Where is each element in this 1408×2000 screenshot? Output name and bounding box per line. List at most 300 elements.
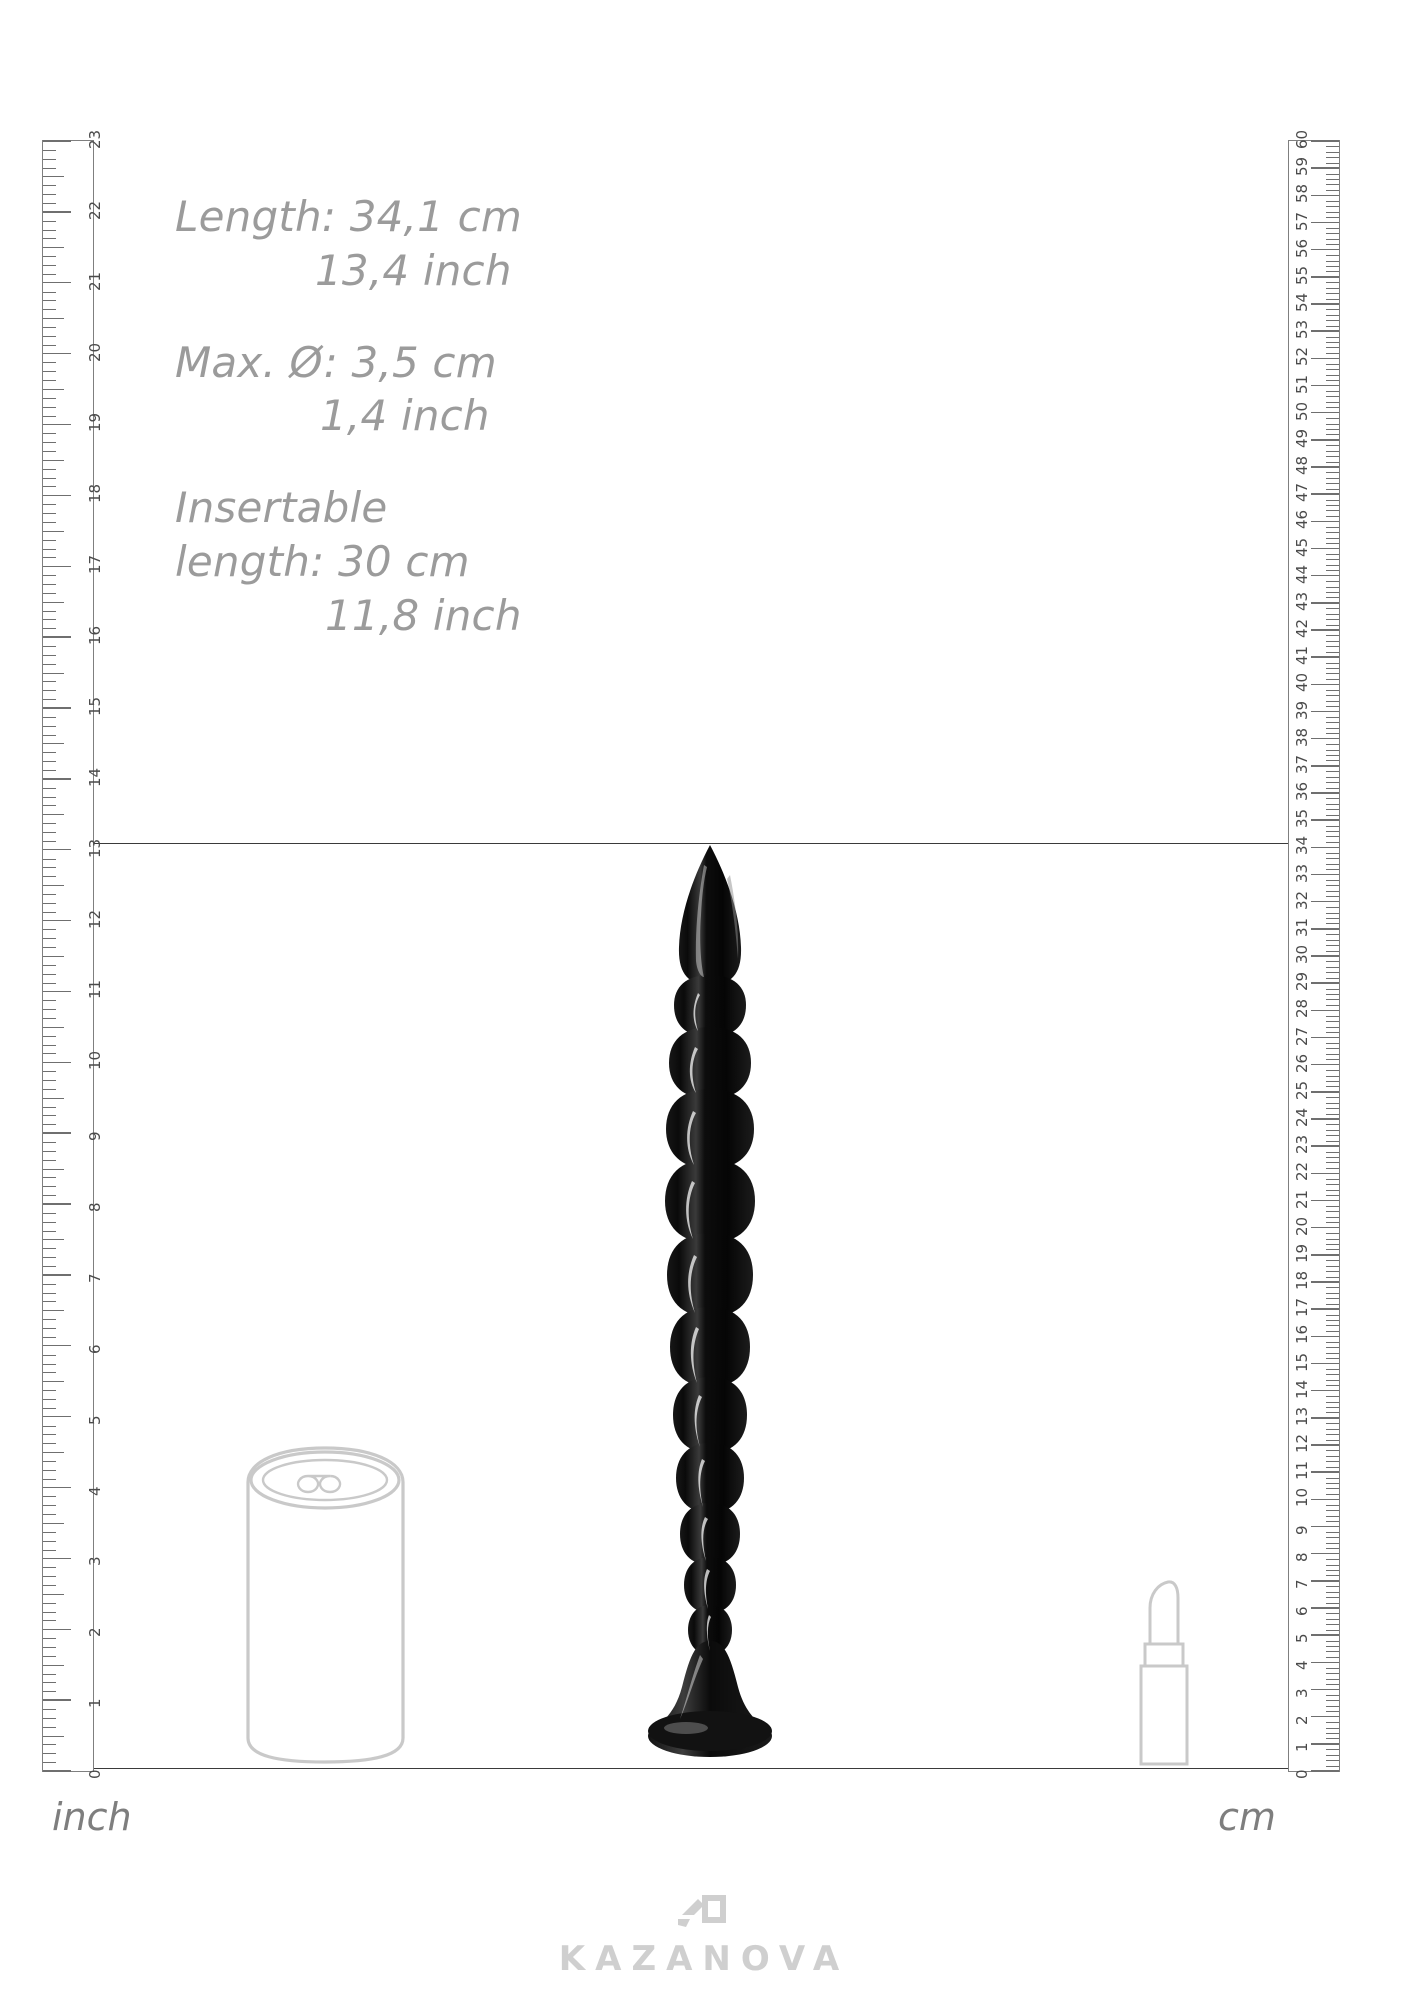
ruler-tick-minor <box>1326 407 1339 408</box>
ruler-tick-minor <box>43 1257 56 1258</box>
ruler-tick-minor <box>43 664 56 665</box>
ruler-tick-minor <box>1326 918 1339 919</box>
ruler-tick-label: 58 <box>1293 184 1311 204</box>
ruler-tick-minor <box>43 1337 56 1338</box>
ruler-tick-minor <box>43 823 56 824</box>
ruler-tick-label: 18 <box>1293 1270 1311 1290</box>
ruler-tick-minor <box>43 1532 56 1533</box>
ruler-tick-minor <box>43 1381 64 1382</box>
ruler-tick-minor <box>43 478 56 479</box>
ruler-tick-label: 23 <box>86 129 104 149</box>
ruler-tick-minor <box>43 1576 56 1577</box>
ruler-tick-label: 22 <box>1293 1162 1311 1182</box>
ruler-tick-minor <box>43 956 64 957</box>
ruler-tick-minor <box>1326 255 1339 256</box>
ruler-tick-major <box>43 211 71 212</box>
ruler-tick-minor <box>1326 1217 1339 1218</box>
ruler-tick-major <box>1311 1254 1339 1255</box>
ruler-tick-minor <box>43 788 56 789</box>
ruler-tick-minor <box>43 841 56 842</box>
ruler-tick-minor <box>43 159 56 160</box>
ruler-tick-minor <box>1326 1679 1339 1680</box>
ruler-tick-minor <box>43 1461 56 1462</box>
ruler-tick-label: 14 <box>86 767 104 787</box>
ruler-tick-minor <box>1326 375 1339 376</box>
ruler-tick-major <box>1311 765 1339 766</box>
ruler-tick-major <box>1311 684 1339 685</box>
ruler-tick-minor <box>1326 646 1339 647</box>
ruler-tick-minor <box>1326 1456 1339 1457</box>
ruler-tick-minor <box>1326 668 1339 669</box>
ruler-tick-minor <box>1326 1603 1339 1604</box>
ruler-tick-minor <box>1326 1483 1339 1484</box>
ruler-tick-minor <box>1326 1054 1339 1055</box>
ruler-tick-minor <box>43 974 56 975</box>
ruler-tick-major <box>43 282 71 283</box>
ruler-tick-label: 55 <box>1293 265 1311 285</box>
ruler-tick-minor <box>1326 266 1339 267</box>
ruler-tick-minor <box>1326 364 1339 365</box>
ruler-tick-minor <box>43 1452 64 1453</box>
ruler-tick-minor <box>43 894 56 895</box>
ruler-tick-minor <box>1326 885 1339 886</box>
ruler-tick-major <box>1311 874 1339 875</box>
ruler-tick-minor <box>1326 1733 1339 1734</box>
specs-block <box>175 190 655 680</box>
ruler-tick-minor <box>1326 1673 1339 1674</box>
ruler-tick-major <box>1311 901 1339 902</box>
ruler-tick-label: 1 <box>86 1698 104 1709</box>
ruler-tick-minor <box>1326 1651 1339 1652</box>
ruler-tick-label: 3 <box>1293 1687 1311 1698</box>
ruler-tick-minor <box>43 416 56 417</box>
spec-length-imperial: 13,4 inch <box>315 245 512 295</box>
ruler-tick-minor <box>1326 445 1339 446</box>
ruler-tick-minor <box>1326 1749 1339 1750</box>
ruler-tick-minor <box>1326 1184 1339 1185</box>
ruler-tick-minor <box>1326 1597 1339 1598</box>
ruler-tick-minor <box>1326 1108 1339 1109</box>
ruler-tick-minor <box>43 1364 56 1365</box>
ruler-tick-minor <box>1326 233 1339 234</box>
ruler-tick-minor <box>43 735 56 736</box>
ruler-tick-minor <box>43 859 56 860</box>
ruler-tick-minor <box>1326 625 1339 626</box>
ruler-tick-major <box>1311 629 1339 630</box>
ruler-tick-minor <box>43 442 56 443</box>
ruler-tick-label: 2 <box>1293 1715 1311 1725</box>
ruler-tick-minor <box>43 1762 56 1763</box>
ruler-tick-minor <box>43 797 56 798</box>
ruler-tick-minor <box>43 1496 56 1497</box>
ruler-tick-minor <box>1326 1380 1339 1381</box>
ruler-tick-major <box>43 920 71 921</box>
ruler-tick-minor <box>43 761 56 762</box>
ruler-tick-minor <box>1326 994 1339 995</box>
ruler-tick-minor <box>1326 326 1339 327</box>
ruler-tick-minor <box>1326 1244 1339 1245</box>
ruler-tick-minor <box>1326 760 1339 761</box>
ruler-tick-minor <box>1326 728 1339 729</box>
ruler-tick-minor <box>43 1266 56 1267</box>
ruler-tick-minor <box>43 1567 56 1568</box>
ruler-tick-major <box>1311 928 1339 929</box>
ruler-tick-minor <box>1326 244 1339 245</box>
ruler-tick-minor <box>1326 1070 1339 1071</box>
ruler-tick-label: 38 <box>1293 727 1311 747</box>
ruler-tick-minor <box>43 602 64 603</box>
ruler-tick-minor <box>43 1753 56 1754</box>
ruler-tick-minor <box>1326 1760 1339 1761</box>
ruler-tick-minor <box>1326 864 1339 865</box>
ruler-tick-minor <box>1326 1570 1339 1571</box>
ruler-tick-label: 33 <box>1293 863 1311 883</box>
ruler-tick-minor <box>1326 1706 1339 1707</box>
ruler-tick-label: 48 <box>1293 455 1311 475</box>
ruler-tick-minor <box>43 1027 64 1028</box>
ruler-tick-minor <box>43 433 56 434</box>
ruler-tick-minor <box>1326 663 1339 664</box>
ruler-tick-major <box>1311 330 1339 331</box>
ruler-tick-major <box>1311 1716 1339 1717</box>
ruler-tick-minor <box>43 805 56 806</box>
ruler-tick-minor <box>1326 1157 1339 1158</box>
ruler-tick-minor <box>1326 842 1339 843</box>
ruler-tick-major <box>43 1203 71 1204</box>
ruler-tick-minor <box>43 300 56 301</box>
ruler-tick-minor <box>1326 315 1339 316</box>
ruler-tick-major <box>1311 575 1339 576</box>
ruler-tick-minor <box>43 1594 64 1595</box>
ruler-tick-minor <box>1326 1766 1339 1767</box>
ruler-tick-minor <box>43 513 56 514</box>
ruler-tick-label: 45 <box>1293 537 1311 557</box>
ruler-tick-minor <box>43 628 56 629</box>
ruler-tick-label: 42 <box>1293 618 1311 638</box>
spec-insertable-line2: length: 30 cm <box>175 536 470 586</box>
ruler-tick-minor <box>43 690 56 691</box>
ruler-tick-label: 59 <box>1293 157 1311 177</box>
ruler-tick-minor <box>43 1124 56 1125</box>
ruler-tick-minor <box>1326 1298 1339 1299</box>
ruler-tick-label: 53 <box>1293 320 1311 340</box>
ruler-tick-minor <box>43 1107 56 1108</box>
ruler-tick-minor <box>1326 1342 1339 1343</box>
ruler-tick-minor <box>1326 1488 1339 1489</box>
ruler-tick-minor <box>1326 239 1339 240</box>
ruler-tick-major <box>1311 1417 1339 1418</box>
ruler-tick-label: 3 <box>86 1556 104 1567</box>
ruler-tick-minor <box>1326 451 1339 452</box>
ruler-tick-label: 57 <box>1293 211 1311 231</box>
ruler-tick-minor <box>1326 1516 1339 1517</box>
ruler-tick-minor <box>1326 1684 1339 1685</box>
ruler-tick-minor <box>43 770 56 771</box>
ruler-tick-major <box>43 566 71 567</box>
ruler-tick-minor <box>1326 212 1339 213</box>
ruler-tick-minor <box>43 185 56 186</box>
ruler-tick-major <box>1311 222 1339 223</box>
ruler-tick-major <box>1311 1308 1339 1309</box>
ruler-tick-minor <box>43 1541 56 1542</box>
ruler-tick-minor <box>1326 853 1339 854</box>
ruler-tick-minor <box>43 1426 56 1427</box>
ruler-tick-minor <box>1326 1429 1339 1430</box>
ruler-tick-major <box>1311 1662 1339 1663</box>
ruler-tick-minor <box>1326 353 1339 354</box>
ruler-tick-minor <box>43 1620 56 1621</box>
ruler-tick-minor <box>1326 456 1339 457</box>
ruler-tick-minor <box>43 814 64 815</box>
ruler-tick-minor <box>1326 1043 1339 1044</box>
ruler-tick-minor <box>1326 967 1339 968</box>
ruler-tick-minor <box>1326 565 1339 566</box>
ruler-tick-major <box>43 849 71 850</box>
ruler-tick-major <box>1311 847 1339 848</box>
ruler-tick-minor <box>1326 424 1339 425</box>
ruler-tick-major <box>43 353 71 354</box>
ruler-tick-minor <box>1326 1005 1339 1006</box>
ruler-tick-minor <box>43 673 64 674</box>
ruler-tick-label: 0 <box>86 1769 104 1779</box>
ruler-tick-label: 39 <box>1293 700 1311 720</box>
ruler-tick-minor <box>1326 299 1339 300</box>
ruler-tick-label: 18 <box>86 484 104 504</box>
ruler-tick-label: 31 <box>1293 917 1311 937</box>
ruler-tick-minor <box>1326 570 1339 571</box>
ruler-tick-minor <box>43 929 56 930</box>
ruler-tick-minor <box>1326 771 1339 772</box>
ruler-tick-minor <box>1326 695 1339 696</box>
ruler-tick-label: 8 <box>86 1202 104 1213</box>
ruler-tick-minor <box>1326 891 1339 892</box>
ruler-tick-minor <box>43 1674 56 1675</box>
ruler-tick-minor <box>1326 1630 1339 1631</box>
ruler-tick-label: 17 <box>1293 1298 1311 1318</box>
ruler-tick-minor <box>1326 1543 1339 1544</box>
ruler-tick-minor <box>43 540 56 541</box>
ruler-tick-minor <box>1326 483 1339 484</box>
ruler-tick-minor <box>1326 907 1339 908</box>
ruler-tick-minor <box>1326 472 1339 473</box>
ruler-tick-minor <box>1326 184 1339 185</box>
ruler-tick-label: 40 <box>1293 673 1311 693</box>
ruler-tick-minor <box>1326 1304 1339 1305</box>
ruler-tick-minor <box>1326 1565 1339 1566</box>
ruler-tick-label: 16 <box>1293 1325 1311 1345</box>
product-image <box>600 835 820 1785</box>
ruler-tick-minor <box>1326 489 1339 490</box>
ruler-tick-minor <box>43 221 56 222</box>
ruler-tick-minor <box>43 1585 56 1586</box>
ruler-tick-minor <box>1326 500 1339 501</box>
ruler-tick-minor <box>1326 1016 1339 1017</box>
ruler-tick-minor <box>43 1239 64 1240</box>
ruler-tick-label: 20 <box>1293 1216 1311 1236</box>
ruler-tick-minor <box>1326 190 1339 191</box>
ruler-tick-minor <box>43 1186 56 1187</box>
ruler-tick-minor <box>1326 782 1339 783</box>
ruler-tick-minor <box>43 1647 56 1648</box>
ruler-tick-minor <box>1326 418 1339 419</box>
ruler-tick-major <box>1311 1689 1339 1690</box>
ruler-tick-minor <box>43 832 56 833</box>
ruler-tick-major <box>1311 521 1339 522</box>
ruler-tick-minor <box>1326 152 1339 153</box>
ruler-tick-minor <box>1326 538 1339 539</box>
ruler-tick-minor <box>43 1470 56 1471</box>
ruler-tick-label: 36 <box>1293 781 1311 801</box>
ruler-tick-minor <box>1326 1287 1339 1288</box>
ruler-tick-minor <box>43 1213 56 1214</box>
spec-insertable-line1: Insertable <box>175 483 388 532</box>
ruler-tick-minor <box>1326 951 1339 952</box>
ruler-tick-major <box>1311 1010 1339 1011</box>
ruler-tick-label: 6 <box>1293 1606 1311 1616</box>
ruler-tick-minor <box>1326 288 1339 289</box>
ruler-tick-minor <box>43 1523 64 1524</box>
ruler-tick-major <box>1311 167 1339 168</box>
ruler-tick-major <box>1311 140 1339 141</box>
ruler-tick-minor <box>43 274 56 275</box>
ruler-tick-label: 8 <box>1293 1552 1311 1562</box>
ruler-tick-minor <box>43 885 64 886</box>
ruler-tick-minor <box>1326 1755 1339 1756</box>
ruler-tick-major <box>1311 602 1339 603</box>
ruler-tick-minor <box>1326 174 1339 175</box>
ruler-tick-minor <box>43 1151 56 1152</box>
ruler-tick-minor <box>1326 777 1339 778</box>
ruler-tick-minor <box>1326 146 1339 147</box>
ruler-tick-minor <box>43 203 56 204</box>
ruler-tick-minor <box>43 699 56 700</box>
spec-length-metric: Length: 34,1 cm <box>175 192 522 241</box>
ruler-tick-minor <box>43 1505 56 1506</box>
ruler-tick-major <box>1311 385 1339 386</box>
ruler-tick-major <box>1311 1336 1339 1337</box>
ruler-tick-major <box>43 1274 71 1275</box>
ruler-tick-minor <box>1326 369 1339 370</box>
ruler-tick-minor <box>1326 402 1339 403</box>
ruler-tick-minor <box>1326 1440 1339 1441</box>
ruler-tick-label: 43 <box>1293 591 1311 611</box>
ruler-tick-label: 16 <box>86 625 104 646</box>
ruler-tick-minor <box>1326 1162 1339 1163</box>
ruler-tick-major <box>43 1487 71 1488</box>
ruler-tick-minor <box>1326 673 1339 674</box>
ruler-tick-minor <box>1326 1233 1339 1234</box>
ruler-tick-minor <box>43 1310 64 1311</box>
ruler-tick-minor <box>1326 1190 1339 1191</box>
ruler-tick-major <box>43 495 71 496</box>
ruler-tick-major <box>1311 1064 1339 1065</box>
ruler-tick-label: 4 <box>86 1485 104 1496</box>
ruler-tick-label: 11 <box>86 980 104 1000</box>
ruler-tick-minor <box>1326 1423 1339 1424</box>
ruler-tick-major <box>1311 656 1339 657</box>
ruler-tick-minor <box>1326 1320 1339 1321</box>
ruler-tick-minor <box>43 1727 56 1728</box>
soda-can-silhouette <box>238 1438 413 1768</box>
ruler-tick-label: 50 <box>1293 401 1311 421</box>
ruler-tick-minor <box>43 292 56 293</box>
ruler-tick-minor <box>1326 706 1339 707</box>
ruler-tick-minor <box>43 1682 56 1683</box>
ruler-tick-minor <box>1326 608 1339 609</box>
kazanova-logo-icon <box>676 1885 732 1933</box>
ruler-tick-minor <box>43 1045 56 1046</box>
ruler-tick-minor <box>1326 923 1339 924</box>
ruler-tick-minor <box>43 1053 56 1054</box>
ruler-tick-major <box>43 1416 71 1417</box>
ruler-tick-minor <box>1326 1103 1339 1104</box>
ruler-tick-minor <box>43 1018 56 1019</box>
ruler-tick-minor <box>43 309 56 310</box>
ruler-tick-minor <box>1326 554 1339 555</box>
ruler-tick-minor <box>43 389 64 390</box>
ruler-tick-minor <box>1326 1505 1339 1506</box>
ruler-tick-minor <box>1326 1728 1339 1729</box>
ruler-tick-minor <box>1326 1152 1339 1153</box>
ruler-tick-minor <box>43 1443 56 1444</box>
ruler-tick-minor <box>1326 1315 1339 1316</box>
ruler-tick-minor <box>1326 1222 1339 1223</box>
ruler-tick-minor <box>43 1080 56 1081</box>
ruler-tick-minor <box>43 1612 56 1613</box>
ruler-tick-minor <box>1326 1624 1339 1625</box>
ruler-tick-major <box>43 1629 71 1630</box>
ruler-tick-major <box>1311 1444 1339 1445</box>
ruler-tick-minor <box>1326 1722 1339 1723</box>
ruler-tick-minor <box>43 1736 64 1737</box>
ruler-tick-minor <box>43 362 56 363</box>
ruler-tick-minor <box>1326 1097 1339 1098</box>
ruler-tick-minor <box>1326 733 1339 734</box>
ruler-tick-major <box>1311 276 1339 277</box>
ruler-tick-label: 56 <box>1293 238 1311 258</box>
ruler-tick-minor <box>1326 641 1339 642</box>
ruler-tick-minor <box>43 903 56 904</box>
ruler-tick-major <box>1311 358 1339 359</box>
ruler-tick-major <box>43 1345 71 1346</box>
ruler-tick-minor <box>1326 1700 1339 1701</box>
ruler-tick-minor <box>1326 940 1339 941</box>
ruler-tick-minor <box>1326 1059 1339 1060</box>
ruler-tick-minor <box>43 575 56 576</box>
ruler-tick-minor <box>1326 1657 1339 1658</box>
ruler-tick-minor <box>43 336 56 337</box>
ruler-tick-minor <box>1326 179 1339 180</box>
ruler-tick-minor <box>1326 1434 1339 1435</box>
ruler-tick-minor <box>1326 478 1339 479</box>
ruler-tick-label: 22 <box>86 200 104 220</box>
ruler-tick-minor <box>1326 1076 1339 1077</box>
ruler-tick-minor <box>1326 1641 1339 1642</box>
ruler-tick-minor <box>43 1372 56 1373</box>
ruler-tick-minor <box>1326 1396 1339 1397</box>
ruler-tick-minor <box>1326 989 1339 990</box>
ruler-tick-minor <box>1326 282 1339 283</box>
ruler-tick-minor <box>1326 1521 1339 1522</box>
ruler-tick-minor <box>43 1408 56 1409</box>
ruler-tick-minor <box>43 504 56 505</box>
ruler-tick-minor <box>1326 217 1339 218</box>
ruler-tick-minor <box>43 1603 56 1604</box>
ruler-tick-minor <box>43 176 64 177</box>
ruler-tick-major <box>1311 1634 1339 1635</box>
ruler-tick-label: 13 <box>1293 1406 1311 1426</box>
ruler-tick-minor <box>43 1390 56 1391</box>
